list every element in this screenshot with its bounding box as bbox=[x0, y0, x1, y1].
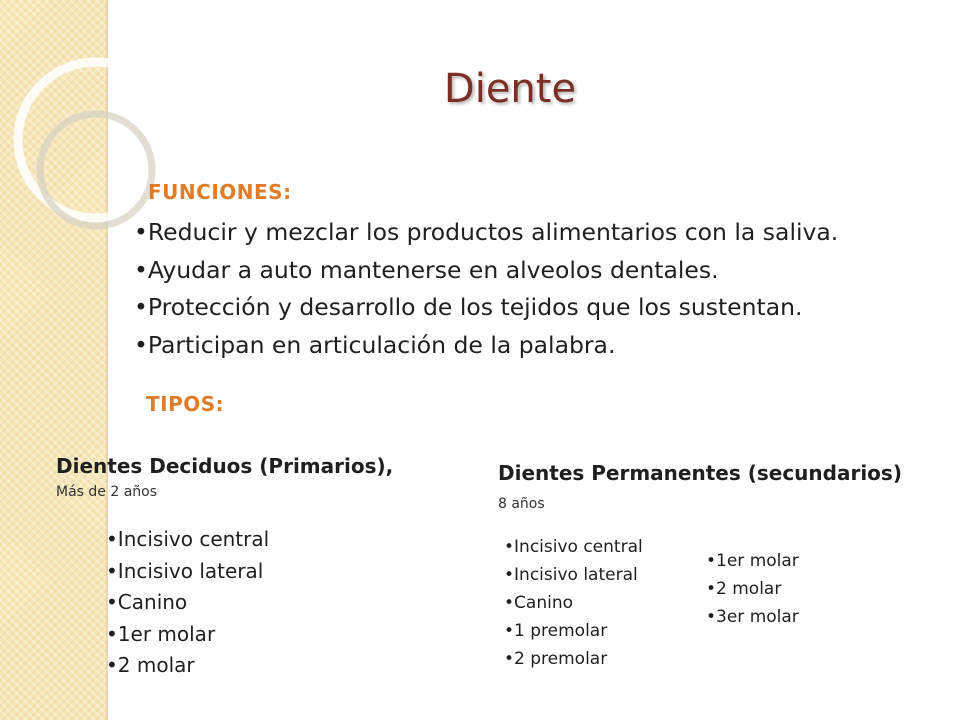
permanentes-item: • Incisivo central bbox=[504, 533, 643, 561]
permanentes-item: • 2 premolar bbox=[504, 645, 643, 673]
permanentes-item: • 1 premolar bbox=[504, 617, 643, 645]
permanentes-list-molares bbox=[706, 547, 799, 631]
funciones-item: • Reducir y mezclar los productos alimentarios con la saliva. bbox=[134, 214, 838, 252]
slide-title: Diente bbox=[443, 66, 577, 112]
deciduos-item: • 2 molar bbox=[106, 650, 269, 682]
funciones-label: FUNCIONES: bbox=[148, 180, 292, 204]
tipos-label: TIPOS: bbox=[146, 392, 225, 416]
permanentes-molar-item: • 2 molar bbox=[706, 575, 799, 603]
permanentes-title: Dientes Permanentes (secundarios) bbox=[498, 461, 902, 485]
deciduos-item: • Canino bbox=[106, 587, 269, 619]
deciduos-item: • Incisivo lateral bbox=[106, 556, 269, 588]
funciones-item: • Ayudar a auto mantenerse en alveolos dentales. bbox=[134, 252, 838, 290]
permanentes-item: • Canino bbox=[504, 589, 643, 617]
deciduos-title: Dientes Deciduos (Primarios), bbox=[56, 454, 394, 478]
funciones-list bbox=[134, 214, 838, 364]
decorative-ring-inner bbox=[40, 114, 152, 226]
permanentes-item: • Incisivo lateral bbox=[504, 561, 643, 589]
deciduos-list bbox=[106, 524, 269, 682]
funciones-item: • Participan en articulación de la palabra. bbox=[134, 327, 838, 365]
funciones-item: • Protección y desarrollo de los tejidos que los sustentan. bbox=[134, 289, 838, 327]
permanentes-molar-item: • 3er molar bbox=[706, 603, 799, 631]
permanentes-subtitle: 8 años bbox=[498, 496, 545, 512]
permanentes-list bbox=[504, 533, 643, 673]
deciduos-subtitle: Más de 2 años bbox=[56, 484, 158, 500]
permanentes-molar-item: • 1er molar bbox=[706, 547, 799, 575]
deciduos-item: • 1er molar bbox=[106, 619, 269, 651]
deciduos-item: • Incisivo central bbox=[106, 524, 269, 556]
